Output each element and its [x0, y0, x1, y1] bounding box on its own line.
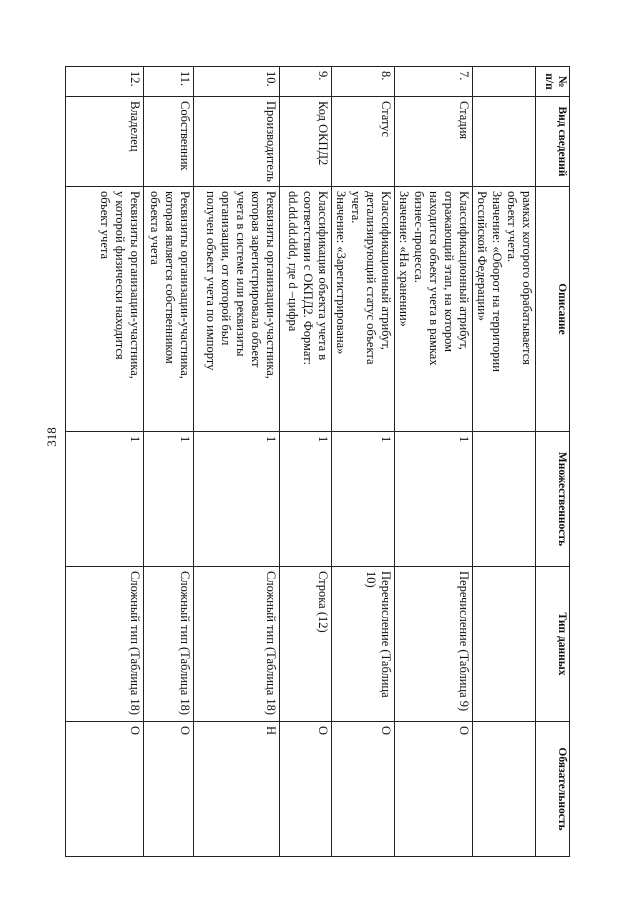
cell-kind [473, 97, 536, 187]
description-line: Классификационный атрибут, [379, 191, 393, 350]
description-line: у которой физически находится [113, 191, 127, 360]
description-line: рамках которого обрабатывается [520, 191, 534, 365]
cell-num: 7. [395, 67, 473, 97]
header-num: № п/п [536, 67, 570, 97]
cell-num [473, 67, 536, 97]
description-line: отражающий этап, на котором [442, 191, 456, 353]
cell-multiplicity: 1 [332, 432, 395, 567]
description-line: получен объект учета по импорту [204, 191, 218, 371]
cell-mandatory: О [395, 722, 473, 857]
cell-kind: Владелец [66, 97, 144, 187]
description-line: Российской Федерации» [475, 191, 489, 322]
cell-description [473, 187, 536, 432]
cell-kind: Код ОКПД2 [280, 97, 332, 187]
table-row [194, 67, 280, 857]
header-multiplicity: Множественность [536, 432, 570, 567]
cell-mandatory: О [280, 722, 332, 857]
description-line: организации, от которой был [219, 191, 233, 346]
page-number: 318 [44, 427, 59, 447]
description-line: Значение: «Зарегистрирована» [334, 191, 348, 355]
cell-mandatory: О [144, 722, 194, 857]
cell-data-type: Сложный тип (Таблица 18) [66, 567, 144, 722]
description-line: объект учета [98, 191, 112, 260]
header-description: Описание [536, 187, 570, 432]
table-row [332, 67, 395, 857]
description-line: соответствии с ОКПД2. Формат: [301, 191, 315, 366]
description-line: детализирующий статус объекта [364, 191, 378, 365]
table-row [280, 67, 332, 857]
cell-data-type: Перечисление (Таблица 9) [395, 567, 473, 722]
table-row [66, 67, 144, 857]
rotated-table-container [88, 66, 570, 856]
cell-data-type: Сложный тип (Таблица 18) [144, 567, 194, 722]
cell-kind: Статус [332, 97, 395, 187]
description-line: которая зарегистрировала объект [249, 191, 263, 368]
description-line: которая является собственником [163, 191, 177, 364]
cell-description [395, 187, 473, 432]
table-header-row [536, 67, 570, 857]
description-line: учета. [349, 191, 363, 224]
description-line: Реквизиты организации-участника, [264, 191, 278, 379]
cell-multiplicity: 1 [66, 432, 144, 567]
cell-description [144, 187, 194, 432]
description-line: dd.dd.dd.ddd, где d –цифра [286, 191, 300, 332]
description-line: Реквизиты организации-участника, [128, 191, 142, 379]
description-line: Классификация объекта учета в [316, 191, 330, 361]
cell-description [280, 187, 332, 432]
cell-kind: Производитель [194, 97, 280, 187]
cell-num: 8. [332, 67, 395, 97]
cell-description [194, 187, 280, 432]
header-data-type: Тип данных [536, 567, 570, 722]
cell-mandatory: О [66, 722, 144, 857]
description-line: объекта учета [148, 191, 162, 265]
description-line: учета в системе или реквизиты [234, 191, 248, 357]
cell-mandatory: О [332, 722, 395, 857]
description-line: бизнес-процесса. [412, 191, 426, 283]
attributes-table [65, 66, 570, 857]
cell-num: 11. [144, 67, 194, 97]
cell-mandatory: Н [194, 722, 280, 857]
table-row [395, 67, 473, 857]
header-kind: Вид сведений [536, 97, 570, 187]
table-row [144, 67, 194, 857]
cell-description [66, 187, 144, 432]
cell-data-type: Перечисление (Таблица 10) [332, 567, 395, 722]
cell-multiplicity [473, 432, 536, 567]
cell-data-type: Строка (12) [280, 567, 332, 722]
cell-num: 9. [280, 67, 332, 97]
cell-kind: Стадия [395, 97, 473, 187]
description-line: объект учета. [505, 191, 519, 263]
cell-kind: Собственник [144, 97, 194, 187]
cell-num: 12. [66, 67, 144, 97]
cell-multiplicity: 1 [395, 432, 473, 567]
description-line: Значение: «Оборот на территории [490, 191, 504, 372]
description-line: находится объект учета в рамках [427, 191, 441, 366]
description-line: Значение: «На хранении» [397, 191, 411, 327]
description-line: Реквизиты организации-участника, [178, 191, 192, 379]
cell-multiplicity: 1 [194, 432, 280, 567]
cell-data-type: Сложный тип (Таблица 18) [194, 567, 280, 722]
cell-multiplicity: 1 [144, 432, 194, 567]
cell-data-type [473, 567, 536, 722]
cell-multiplicity: 1 [280, 432, 332, 567]
description-line: Классификационный атрибут, [457, 191, 471, 350]
cell-num: 10. [194, 67, 280, 97]
header-mandatory: Обязательность [536, 722, 570, 857]
table-row-continuation [473, 67, 536, 857]
cell-mandatory [473, 722, 536, 857]
cell-description [332, 187, 395, 432]
